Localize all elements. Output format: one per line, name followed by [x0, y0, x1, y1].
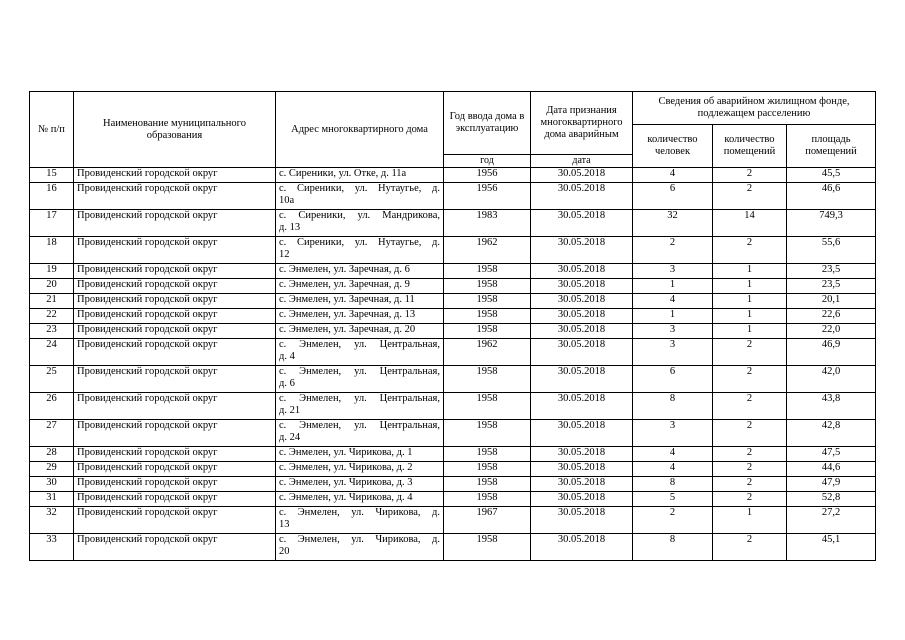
row-people: 8 — [633, 534, 713, 561]
row-area: 23,5 — [787, 264, 876, 279]
row-municipality: Провиденский городской округ — [74, 210, 276, 237]
row-municipality: Провиденский городской округ — [74, 339, 276, 366]
address-line-1: с. Энмелен, ул. Чирикова, д. 4 — [279, 492, 413, 503]
address-line-1: с. Энмелен, ул. Чирикова, д. 3 — [279, 477, 413, 488]
row-rooms: 2 — [713, 366, 787, 393]
row-rooms: 2 — [713, 339, 787, 366]
table-row — [30, 294, 876, 309]
row-year: 1958 — [444, 294, 531, 309]
row-year: 1958 — [444, 462, 531, 477]
header-address: Адрес многоквартирного дома — [276, 92, 444, 168]
row-address — [276, 183, 444, 210]
header-area: площадь помещений — [787, 125, 876, 168]
address-line-2: д. 13 — [279, 222, 301, 233]
row-year: 1962 — [444, 339, 531, 366]
row-address — [276, 237, 444, 264]
row-number: 26 — [30, 393, 74, 420]
row-rooms: 2 — [713, 168, 787, 183]
row-date: 30.05.2018 — [531, 210, 633, 237]
row-year: 1958 — [444, 477, 531, 492]
table-row — [30, 237, 876, 264]
row-municipality: Провиденский городской округ — [74, 294, 276, 309]
row-address — [276, 168, 444, 183]
table-row — [30, 264, 876, 279]
row-address — [276, 393, 444, 420]
row-people: 4 — [633, 462, 713, 477]
header-year: Год ввода дома в эксплуатацию — [444, 92, 531, 155]
row-municipality: Провиденский городской округ — [74, 324, 276, 339]
address-line-1: с. Энмелен, ул. Центральная, — [279, 366, 440, 377]
row-rooms: 1 — [713, 264, 787, 279]
row-people: 3 — [633, 420, 713, 447]
row-address — [276, 324, 444, 339]
row-year: 1958 — [444, 309, 531, 324]
row-number: 25 — [30, 366, 74, 393]
row-address — [276, 462, 444, 477]
address-line-1: с. Энмелен, ул. Чирикова, д. — [279, 534, 440, 545]
row-number: 15 — [30, 168, 74, 183]
row-area: 46,9 — [787, 339, 876, 366]
row-number: 24 — [30, 339, 74, 366]
row-people: 8 — [633, 477, 713, 492]
row-date: 30.05.2018 — [531, 279, 633, 294]
row-municipality: Провиденский городской округ — [74, 507, 276, 534]
row-year: 1958 — [444, 279, 531, 294]
row-year: 1958 — [444, 324, 531, 339]
row-number: 27 — [30, 420, 74, 447]
row-year: 1967 — [444, 507, 531, 534]
row-rooms: 1 — [713, 294, 787, 309]
row-rooms: 1 — [713, 324, 787, 339]
table-row — [30, 279, 876, 294]
row-municipality: Провиденский городской округ — [74, 237, 276, 264]
table-row — [30, 534, 876, 561]
row-date: 30.05.2018 — [531, 237, 633, 264]
address-line-2: д. 24 — [279, 432, 301, 443]
address-line-2: 10а — [279, 195, 295, 206]
address-line-1: с. Энмелен, ул. Центральная, — [279, 393, 440, 404]
row-number: 17 — [30, 210, 74, 237]
row-area: 47,9 — [787, 477, 876, 492]
row-address — [276, 309, 444, 324]
row-date: 30.05.2018 — [531, 462, 633, 477]
row-year: 1983 — [444, 210, 531, 237]
row-year: 1958 — [444, 264, 531, 279]
row-date: 30.05.2018 — [531, 366, 633, 393]
row-date: 30.05.2018 — [531, 324, 633, 339]
row-address — [276, 339, 444, 366]
row-people: 4 — [633, 294, 713, 309]
row-year: 1958 — [444, 534, 531, 561]
row-people: 3 — [633, 324, 713, 339]
row-area: 27,2 — [787, 507, 876, 534]
row-number: 22 — [30, 309, 74, 324]
header-people: количество человек — [633, 125, 713, 168]
address-line-1: с. Энмелен, ул. Заречная, д. 9 — [279, 279, 410, 290]
row-people: 6 — [633, 366, 713, 393]
row-address — [276, 477, 444, 492]
header-info: Сведения об аварийном жилищном фонде, подлежащем расселению — [633, 92, 876, 125]
row-municipality: Провиденский городской округ — [74, 447, 276, 462]
row-year: 1958 — [444, 393, 531, 420]
row-address — [276, 492, 444, 507]
address-line-1: с. Сиреники, ул. Нутаугье, д. — [279, 183, 440, 194]
address-line-1: с. Энмелен, ул. Центральная, — [279, 420, 440, 431]
row-date: 30.05.2018 — [531, 168, 633, 183]
row-people: 2 — [633, 237, 713, 264]
row-number: 32 — [30, 507, 74, 534]
row-people: 8 — [633, 393, 713, 420]
table-row — [30, 507, 876, 534]
row-number: 19 — [30, 264, 74, 279]
row-date: 30.05.2018 — [531, 339, 633, 366]
row-rooms: 2 — [713, 462, 787, 477]
address-line-2: д. 6 — [279, 378, 295, 389]
row-year: 1956 — [444, 168, 531, 183]
row-area: 749,3 — [787, 210, 876, 237]
table-row — [30, 366, 876, 393]
table-row — [30, 393, 876, 420]
row-municipality: Провиденский городской округ — [74, 168, 276, 183]
table-row — [30, 168, 876, 183]
row-rooms: 2 — [713, 183, 787, 210]
row-people: 5 — [633, 492, 713, 507]
row-year: 1956 — [444, 183, 531, 210]
row-date: 30.05.2018 — [531, 492, 633, 507]
row-people: 3 — [633, 339, 713, 366]
row-municipality: Провиденский городской округ — [74, 462, 276, 477]
row-area: 44,6 — [787, 462, 876, 477]
table-body — [30, 168, 876, 561]
row-area: 42,0 — [787, 366, 876, 393]
table-row — [30, 324, 876, 339]
row-number: 23 — [30, 324, 74, 339]
row-number: 20 — [30, 279, 74, 294]
header-rooms: количество помещений — [713, 125, 787, 168]
address-line-1: с. Энмелен, ул. Заречная, д. 13 — [279, 309, 416, 320]
row-number: 30 — [30, 477, 74, 492]
row-date: 30.05.2018 — [531, 477, 633, 492]
address-line-1: с. Энмелен, ул. Заречная, д. 6 — [279, 264, 410, 275]
row-address — [276, 507, 444, 534]
row-area: 52,8 — [787, 492, 876, 507]
row-people: 1 — [633, 309, 713, 324]
header-date-unit: дата — [531, 155, 633, 168]
address-line-2: 13 — [279, 519, 290, 530]
address-line-1: с. Энмелен, ул. Центральная, — [279, 339, 440, 350]
address-line-1: с. Энмелен, ул. Чирикова, д. 2 — [279, 462, 413, 473]
row-people: 2 — [633, 507, 713, 534]
row-rooms: 1 — [713, 279, 787, 294]
address-line-1: с. Энмелен, ул. Чирикова, д. 1 — [279, 447, 413, 458]
row-people: 6 — [633, 183, 713, 210]
row-rooms: 2 — [713, 420, 787, 447]
address-line-2: д. 4 — [279, 351, 295, 362]
row-address — [276, 294, 444, 309]
housing-table — [29, 91, 876, 561]
row-number: 28 — [30, 447, 74, 462]
address-line-2: 20 — [279, 546, 290, 557]
row-rooms: 2 — [713, 492, 787, 507]
table-row — [30, 447, 876, 462]
row-rooms: 2 — [713, 534, 787, 561]
table-row — [30, 492, 876, 507]
row-year: 1958 — [444, 492, 531, 507]
row-municipality: Провиденский городской округ — [74, 279, 276, 294]
row-municipality: Провиденский городской округ — [74, 264, 276, 279]
row-address — [276, 366, 444, 393]
table-row — [30, 210, 876, 237]
row-people: 4 — [633, 447, 713, 462]
row-area: 43,8 — [787, 393, 876, 420]
row-year: 1958 — [444, 420, 531, 447]
row-address — [276, 279, 444, 294]
table-row — [30, 462, 876, 477]
row-year: 1962 — [444, 237, 531, 264]
row-number: 31 — [30, 492, 74, 507]
row-people: 3 — [633, 264, 713, 279]
address-line-1: с. Энмелен, ул. Чирикова, д. — [279, 507, 440, 518]
address-line-1: с. Сиреники, ул. Нутаугье, д. — [279, 237, 440, 248]
header-year-unit: год — [444, 155, 531, 168]
row-date: 30.05.2018 — [531, 507, 633, 534]
row-year: 1958 — [444, 447, 531, 462]
row-municipality: Провиденский городской округ — [74, 393, 276, 420]
row-date: 30.05.2018 — [531, 294, 633, 309]
header-municipality: Наименование муниципального образования — [74, 92, 276, 168]
row-municipality: Провиденский городской округ — [74, 420, 276, 447]
row-area: 47,5 — [787, 447, 876, 462]
row-people: 32 — [633, 210, 713, 237]
row-area: 46,6 — [787, 183, 876, 210]
table-row — [30, 477, 876, 492]
row-rooms: 2 — [713, 237, 787, 264]
row-area: 20,1 — [787, 294, 876, 309]
row-date: 30.05.2018 — [531, 534, 633, 561]
row-address — [276, 210, 444, 237]
row-rooms: 14 — [713, 210, 787, 237]
row-date: 30.05.2018 — [531, 264, 633, 279]
row-rooms: 2 — [713, 447, 787, 462]
table-row — [30, 309, 876, 324]
row-area: 22,0 — [787, 324, 876, 339]
row-address — [276, 264, 444, 279]
row-number: 18 — [30, 237, 74, 264]
table-row — [30, 339, 876, 366]
row-date: 30.05.2018 — [531, 447, 633, 462]
row-rooms: 1 — [713, 507, 787, 534]
address-line-2: д. 21 — [279, 405, 301, 416]
row-area: 45,1 — [787, 534, 876, 561]
row-date: 30.05.2018 — [531, 183, 633, 210]
row-number: 16 — [30, 183, 74, 210]
row-municipality: Провиденский городской округ — [74, 492, 276, 507]
row-address — [276, 420, 444, 447]
row-area: 55,6 — [787, 237, 876, 264]
row-number: 21 — [30, 294, 74, 309]
address-line-2: 12 — [279, 249, 290, 260]
row-municipality: Провиденский городской округ — [74, 477, 276, 492]
row-area: 42,8 — [787, 420, 876, 447]
address-line-1: с. Энмелен, ул. Заречная, д. 11 — [279, 294, 415, 305]
row-area: 45,5 — [787, 168, 876, 183]
row-rooms: 2 — [713, 393, 787, 420]
row-municipality: Провиденский городской округ — [74, 183, 276, 210]
table-header — [30, 92, 876, 168]
row-rooms: 1 — [713, 309, 787, 324]
row-municipality: Провиденский городской округ — [74, 366, 276, 393]
row-rooms: 2 — [713, 477, 787, 492]
row-municipality: Провиденский городской округ — [74, 534, 276, 561]
row-date: 30.05.2018 — [531, 309, 633, 324]
table-row — [30, 183, 876, 210]
row-municipality: Провиденский городской округ — [74, 309, 276, 324]
address-line-1: с. Энмелен, ул. Заречная, д. 20 — [279, 324, 416, 335]
row-people: 4 — [633, 168, 713, 183]
row-address — [276, 447, 444, 462]
row-number: 33 — [30, 534, 74, 561]
address-line-1: с. Сиреники, ул. Мандрикова, — [279, 210, 440, 221]
row-date: 30.05.2018 — [531, 393, 633, 420]
table-row — [30, 420, 876, 447]
address-line-1: с. Сиреники, ул. Отке, д. 11а — [279, 168, 407, 179]
header-date: Дата признания многоквартирного дома аварийным — [531, 92, 633, 155]
row-area: 22,6 — [787, 309, 876, 324]
row-address — [276, 534, 444, 561]
row-year: 1958 — [444, 366, 531, 393]
row-number: 29 — [30, 462, 74, 477]
header-num: № п/п — [30, 92, 74, 168]
row-people: 1 — [633, 279, 713, 294]
row-date: 30.05.2018 — [531, 420, 633, 447]
row-area: 23,5 — [787, 279, 876, 294]
